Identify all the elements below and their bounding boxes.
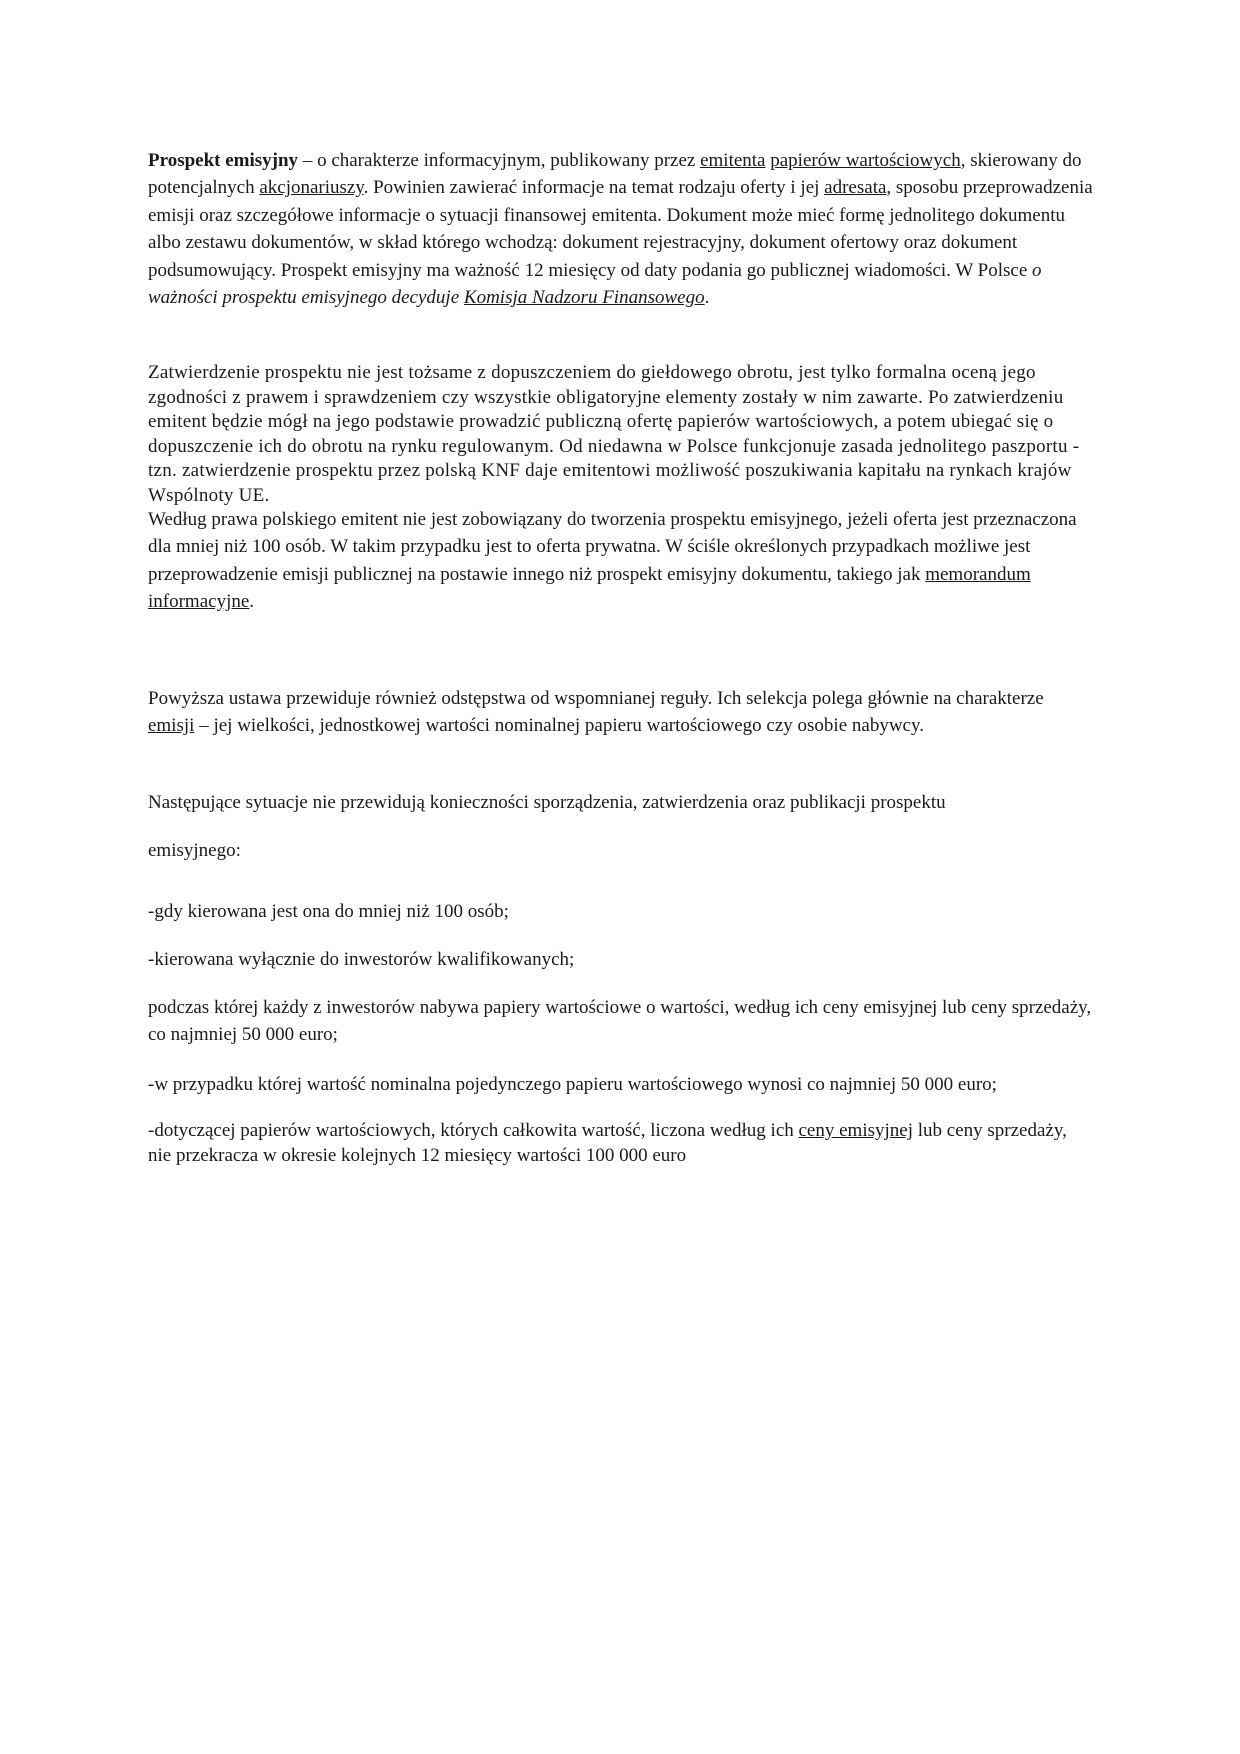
list-item-total-value: -dotyczącej papierów wartościowych, których całkowita wartość, liczona według ich ceny emisyjnej lub ceny sprzedaży, nie przekracza w okresie kolejnych 12 miesięcy wartości 100 000 euro bbox=[148, 1120, 1067, 1166]
paragraph-approval: Zatwierdzenie prospektu nie jest tożsame z dopuszczeniem do giełdowego obrotu, jest tylko formalna oceną jego zgodności z prawem i sprawdzeniem czy wszystkie obligatoryjne elementy zostały w nim zawarte. Po zatwierdzeniu emitent będzie mógł na jego podstawie prowadzić publiczną ofertę papierów wartościowych, a potem ubiegać się o dopuszczenie ich do obrotu na rynku regulowanym. Od niedawna w Polsce funkcjonuje zasada jednolitego paszportu - tzn. zatwierdzenie prospektu przez polską KNF daje emitentowi możliwość poszukiwania kapitału na rynkach krajów Wspólnoty UE. bbox=[148, 362, 1080, 506]
paragraph-polish-law: Według prawa polskiego emitent nie jest zobowiązany do tworzenia prospektu emisyjnego, jeżeli oferta jest przeznaczona dla mniej niż 100 osób. W takim przypadku jest to oferta prywatna. W ściśle określonych przypadkach możliwe jest przeprowadzenie emisji publicznej na postawie innego niż prospekt emisyjny dokumentu, takiego jak memorandum informacyjne. bbox=[148, 509, 1077, 613]
term-title: Prospekt emisyjny bbox=[148, 150, 299, 171]
link-akcjonariuszy[interactable]: akcjonariuszy bbox=[259, 177, 364, 199]
list-item-nominal-value: -w przypadku której wartość nominalna pojedynczego papieru wartościowego wynosi co najmniej 50 000 euro; bbox=[148, 1074, 997, 1095]
paragraph-definition: Prospekt emisyjny – o charakterze informacyjnym, publikowany przez emitenta papierów wartościowych, skierowany do potencjalnych akcjonariuszy. Powinien zawierać informacje na temat rodzaju oferty i jej adresata, sposobu przeprowadzenia emisji oraz szczegółowe informacje o sytuacji finansowej emitenta. Dokument może mieć formę jednolitego dokumentu albo zestawu dokumentów, w skład którego wchodzą: dokument rejestracyjny, dokument ofertowy oraz dokument podsumowujący. Prospekt emisyjny ma ważność 12 miesięcy od daty podania go publicznej wiadomości. W Polsce o ważności prospektu emisyjnego decyduje Komisja Nadzoru Finansowego. bbox=[148, 150, 1093, 309]
paragraph-situations-intro: Następujące sytuacje nie przewidują konieczności sporządzenia, zatwierdzenia oraz publikacji prospektu bbox=[148, 792, 946, 813]
link-ceny-emisyjnej[interactable]: ceny emisyjnej bbox=[798, 1120, 913, 1141]
link-emitenta[interactable]: emitenta bbox=[700, 150, 766, 171]
link-komisja-nadzoru-finansowego[interactable]: Komisja Nadzoru Finansowego bbox=[463, 287, 705, 309]
paragraph-exceptions: Powyższa ustawa przewiduje również odstępstwa od wspomnianej reguły. Ich selekcja polega głównie na charakterze emisji – jej wielkości, jednostkowej wartości nominalnej papieru wartościowego czy osobie nabywcy. bbox=[148, 688, 1044, 737]
list-item-50000-per-investor: podczas której każdy z inwestorów nabywa papiery wartościowe o wartości, według ich ceny emisyjnej lub ceny sprzedaży, co najmniej 50 000 euro; bbox=[148, 997, 1092, 1046]
link-emisji[interactable]: emisji bbox=[148, 715, 195, 737]
list-item-qualified-investors: -kierowana wyłącznie do inwestorów kwalifikowanych; bbox=[148, 949, 575, 970]
list-item-less-than-100: -gdy kierowana jest ona do mniej niż 100 osób; bbox=[148, 901, 509, 922]
paragraph-situations-intro-end: emisyjnego: bbox=[148, 840, 241, 861]
link-papierow-wartosciowych[interactable]: papierów wartościowych bbox=[770, 150, 961, 171]
link-adresata[interactable]: adresata bbox=[824, 177, 887, 199]
link-memorandum-informacyjne[interactable]: memorandum informacyjne bbox=[148, 563, 1031, 613]
